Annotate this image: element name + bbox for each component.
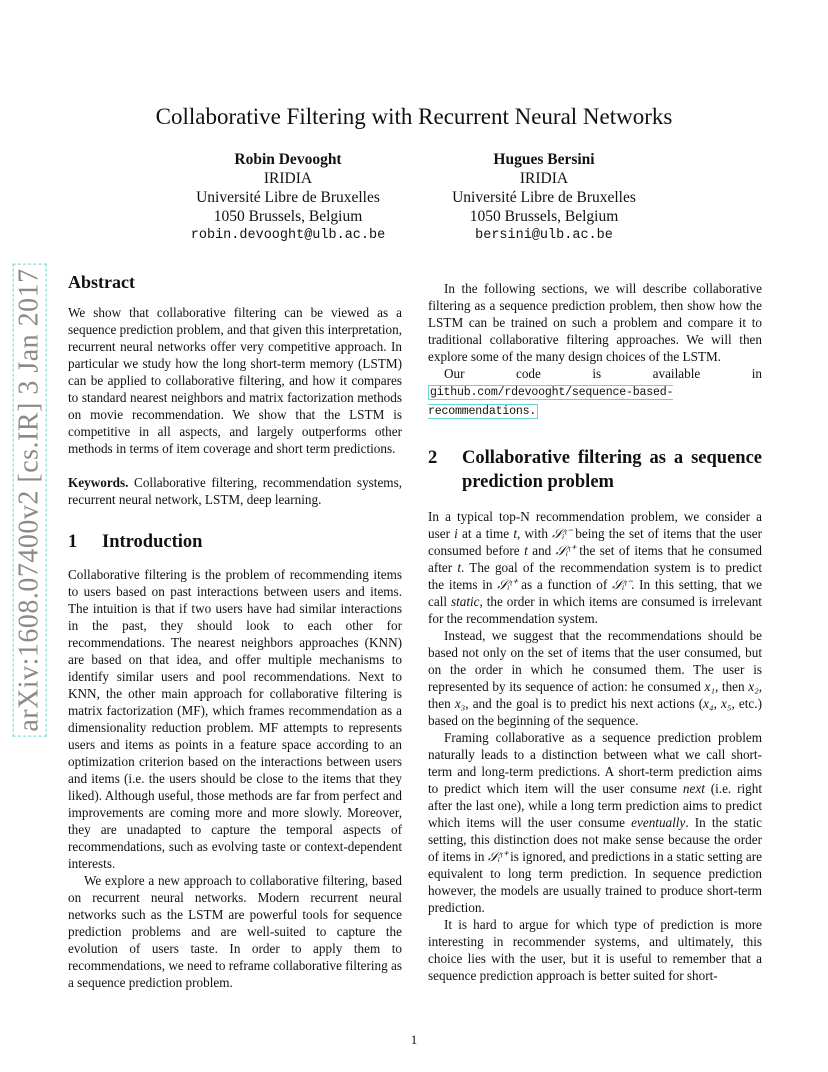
author-block-2: [414, 150, 674, 245]
keywords-label: Keywords.: [68, 475, 129, 490]
keywords-paragraph: [68, 474, 402, 508]
section-number: 1: [68, 532, 78, 552]
intro-paragraph-1: Collaborative filtering is the problem of recommending items to users based on past interactions between users and items. The intuition is that if two users have had similar interactions in the past, they should look to each other for recommendations. The nearest neighbors approaches (KNN) are based on that idea, and offer multiple mechanisms to identify similar users and pool recommendations. Next to KNN, the other main approach for collaborative filtering is matrix factorization (MF), which frames recommendation as a dimensionality reduction problem. MF attempts to represents users and items as points in a feature space according to an optimization criterion based on the interactions between users and items (i.e. the users should be close to the items that they liked). Although useful, those methods are far from perfect and improvements are coming more and more slowly. Moreover, they are unadapted to capture the temporal aspects of recommendations, such as evolving taste or context-dependent interests.: [68, 567, 402, 871]
arxiv-stamp: [8, 270, 52, 730]
author-institute: IRIDIA: [263, 170, 313, 187]
keywords-text: Collaborative filtering, recommendation systems, recurrent neural network, LSTM, deep learning.: [68, 475, 402, 507]
author-email: robin.devooght@ulb.ac.be: [190, 228, 386, 243]
abstract-text: We show that collaborative filtering can be viewed as a sequence prediction problem, and that given this interpretation, recurrent neural networks offer very competitive approach. In particular we study how the long short-term memory (LSTM) can be applied to collaborative filtering, and how it compares to standard nearest neighbors and matrix factorization methods on movie recommendation. We show that the LSTM is competitive in all aspects, and largely outperforms other methods in terms of item coverage and short term predictions.: [68, 305, 402, 456]
author-institute: IRIDIA: [519, 170, 569, 187]
code-word: available: [652, 366, 701, 381]
section-2-paragraph-2: Instead, we suggest that the recommendations should be based not only on the set of items that the user consumed, but on the order in which he consumed them. The user is represented by its sequence of action: he consumed x₁, then x₂, then x₃, and the goal is to predict his next actions (x₄, x₅, etc.) based on the beginning of the sequence.: [428, 628, 762, 728]
author-block-1: [158, 150, 418, 245]
section-1-heading: [68, 530, 402, 554]
section-title: Introduction: [102, 532, 203, 552]
section-2-heading: [428, 446, 762, 494]
code-word: Our: [444, 366, 465, 381]
page-number: 1: [410, 1032, 418, 1047]
author-city: 1050 Brussels, Belgium: [213, 208, 363, 225]
code-word: is: [592, 366, 602, 381]
left-column: [68, 274, 402, 991]
author-name: Robin Devooght: [234, 151, 342, 168]
arxiv-stamp-text: arXiv:1608.07400v2 [cs.IR] 3 Jan 2017: [13, 263, 47, 736]
author-city: 1050 Brussels, Belgium: [469, 208, 619, 225]
intro-paragraph-2: We explore a new approach to collaborative filtering, based on recurrent neural networks. Modern recurrent neural networks such as the LSTM are powerful tools for sequence prediction problems and are well-suited to capture the evolution of users taste. In order to apply them to recommendations, we need to reframe collaborative filtering as a sequence prediction problem.: [68, 873, 402, 990]
code-repository-link[interactable]: github.com/rdevooght/sequence-based-recommendations.: [428, 386, 674, 418]
code-availability-line: [428, 365, 762, 382]
author-email: bersini@ulb.ac.be: [475, 228, 613, 243]
section-2-paragraph-3: Framing collaborative as a sequence prediction problem naturally leads to a distinction between what we call short-term and long-term predictions. A short-term prediction aims to predict which item will the user consume next (i.e. right after the last one), while a long term prediction aims to predict which items will the user consume eventually. In the static setting, this distinction does not make sense because the order of items in 𝒮ᵢᵗ⁺ is ignored, and predictions in a static setting are equivalent to long term prediction. In sequence prediction however, the models are usually trained to produce short-term prediction.: [428, 730, 762, 915]
abstract-heading: Abstract: [68, 272, 135, 292]
code-word: in: [751, 366, 762, 381]
author-university: Université Libre de Bruxelles: [452, 189, 636, 206]
section-number: 2: [428, 448, 438, 468]
section-2-paragraph-4: It is hard to argue for which type of prediction is more interesting in recommender systems, and ultimately, this choice lies with the user, but it is useful to remember that a sequence prediction approach is better suited for short-: [428, 917, 762, 983]
author-name: Hugues Bersini: [493, 151, 595, 168]
section-2-paragraph-1: In a typical top-N recommendation problem, we consider a user i at a time t, with 𝒮ᵢᵗ⁻ being the set of items that the user consumed before t and 𝒮ᵢᵗ⁺ the set of items that he consumed after t. The goal of the recommendation system is to predict the items in 𝒮ᵢᵗ⁺ as a function of 𝒮ᵢᵗ⁻. In this setting, that we call static, the order in which items are consumed is irrelevant for the recommendation system.: [428, 509, 762, 626]
paper-title: Collaborative Filtering with Recurrent Neural Networks: [155, 104, 673, 129]
code-url-line: [428, 382, 762, 420]
right-column: [428, 274, 762, 984]
section-title: Collaborative filtering as a sequence prediction problem: [462, 448, 762, 492]
author-university: Université Libre de Bruxelles: [196, 189, 380, 206]
outline-paragraph: In the following sections, we will describe collaborative filtering as a sequence prediction problem, then show how the LSTM can be trained on such a problem and compare it to traditional collaborative filtering approaches. We will then explore some of the many design choices of the LSTM.: [428, 281, 762, 364]
code-word: code: [515, 366, 541, 381]
